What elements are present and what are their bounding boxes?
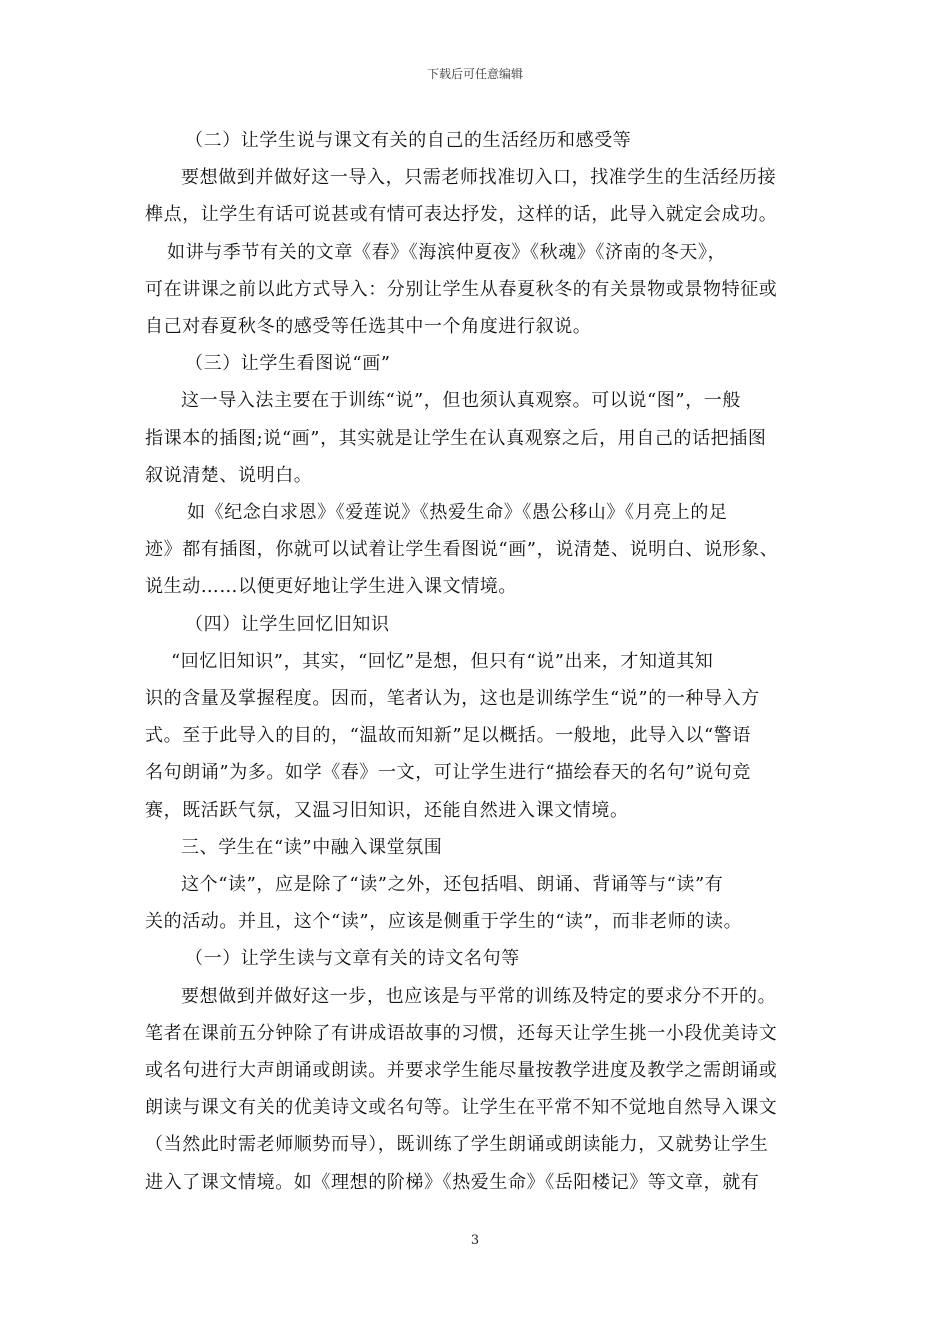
paragraph-line: 名句朗诵”为多。如学《春》一文，可让学生进行“描绘春天的名句”说句竞 [145, 762, 752, 784]
document-body [145, 122, 817, 1201]
paragraph-line: 这一导入法主要在于训练“说”，但也须认真观察。可以说“图”，一般 [181, 390, 742, 412]
paragraph-line: 进入了课文情境。如《理想的阶梯》《热爱生命》《岳阳楼记》等文章，就有 [145, 1171, 760, 1193]
paragraph-line: 式。至于此导入的目的，“温故而知新”足以概括。一般地，此导入以“警语 [145, 725, 752, 747]
section-heading: （三）让学生看图说“画” [185, 353, 391, 375]
paragraph-line: 要想做到并做好这一导入，只需老师找准切入口，找准学生的生活经历接 [181, 167, 777, 189]
paragraph-line: （当然此时需老师顺势而导），既训练了学生朗诵或朗读能力，又就势让学生 [145, 1134, 769, 1156]
section-heading: （四）让学生回忆旧知识 [185, 613, 390, 635]
paragraph-line: 笔者在课前五分钟除了有讲成语故事的习惯，还每天让学生挑一小段优美诗文 [145, 1022, 778, 1044]
paragraph-line: 要想做到并做好这一步，也应该是与平常的训练及特定的要求分不开的。 [181, 985, 777, 1007]
paragraph-line: 榫点，让学生有话可说甚或有情可表达抒发，这样的话，此导入就定会成功。 [145, 204, 778, 226]
paragraph-line: 朗读与课文有关的优美诗文或名句等。让学生在平常不知不觉地自然导入课文 [145, 1097, 778, 1119]
paragraph-line: 这个“读”，应是除了“读”之外，还包括唱、朗诵、背诵等与“读”有 [181, 874, 724, 896]
paragraph-line: 迹》都有插图，你就可以试着让学生看图说“画”，说清楚、说明白、说形象、 [145, 539, 779, 561]
page-header: 下载后可任意编辑 [426, 67, 523, 81]
paragraph-line: 关的活动。并且，这个“读”，应该是侧重于学生的“读”，而非老师的读。 [145, 911, 743, 933]
paragraph-line: 如讲与季节有关的文章《春》《海滨仲夏夜》《秋魂》《济南的冬天》， [167, 241, 727, 263]
paragraph-line: 可在讲课之前以此方式导入：分别让学生从春夏秋冬的有关景物或景物特征或 [145, 278, 778, 300]
section-heading: （二）让学生说与课文有关的自己的生活经历和感受等 [185, 130, 632, 151]
paragraph-line: 或名句进行大声朗诵或朗读。并要求学生能尽量按教学进度及教学之需朗诵或 [145, 1060, 778, 1082]
paragraph-line: 叙说清楚、说明白。 [145, 464, 313, 486]
paragraph-line: 赛，既活跃气氛，又温习旧知识，还能自然进入课文情境。 [145, 799, 629, 821]
paragraph-line: 说生动……以便更好地让学生进入课文情境。 [145, 576, 517, 598]
paragraph-line: 指课本的插图;说“画”，其实就是让学生在认真观察之后，用自己的话把插图 [145, 427, 767, 449]
paragraph-line: 自己对春夏秋冬的感受等任选其中一个角度进行叙说。 [145, 316, 592, 338]
section-heading: 三、学生在“读”中融入课堂氛围 [181, 836, 443, 858]
page-number: 3 [470, 1233, 480, 1248]
paragraph-line: 如《纪念白求恩》《爱莲说》《热爱生命》《愚公移山》《月亮上的足 [187, 502, 728, 524]
paragraph-line: 识的含量及掌握程度。因而，笔者认为，这也是训练学生“说”的一种导入方 [145, 688, 760, 710]
section-heading: （一）让学生读与文章有关的诗文名句等 [185, 948, 520, 970]
paragraph-line: “回忆旧知识”，其实，“回忆”是想，但只有“说”出来，才知道其知 [171, 650, 714, 672]
